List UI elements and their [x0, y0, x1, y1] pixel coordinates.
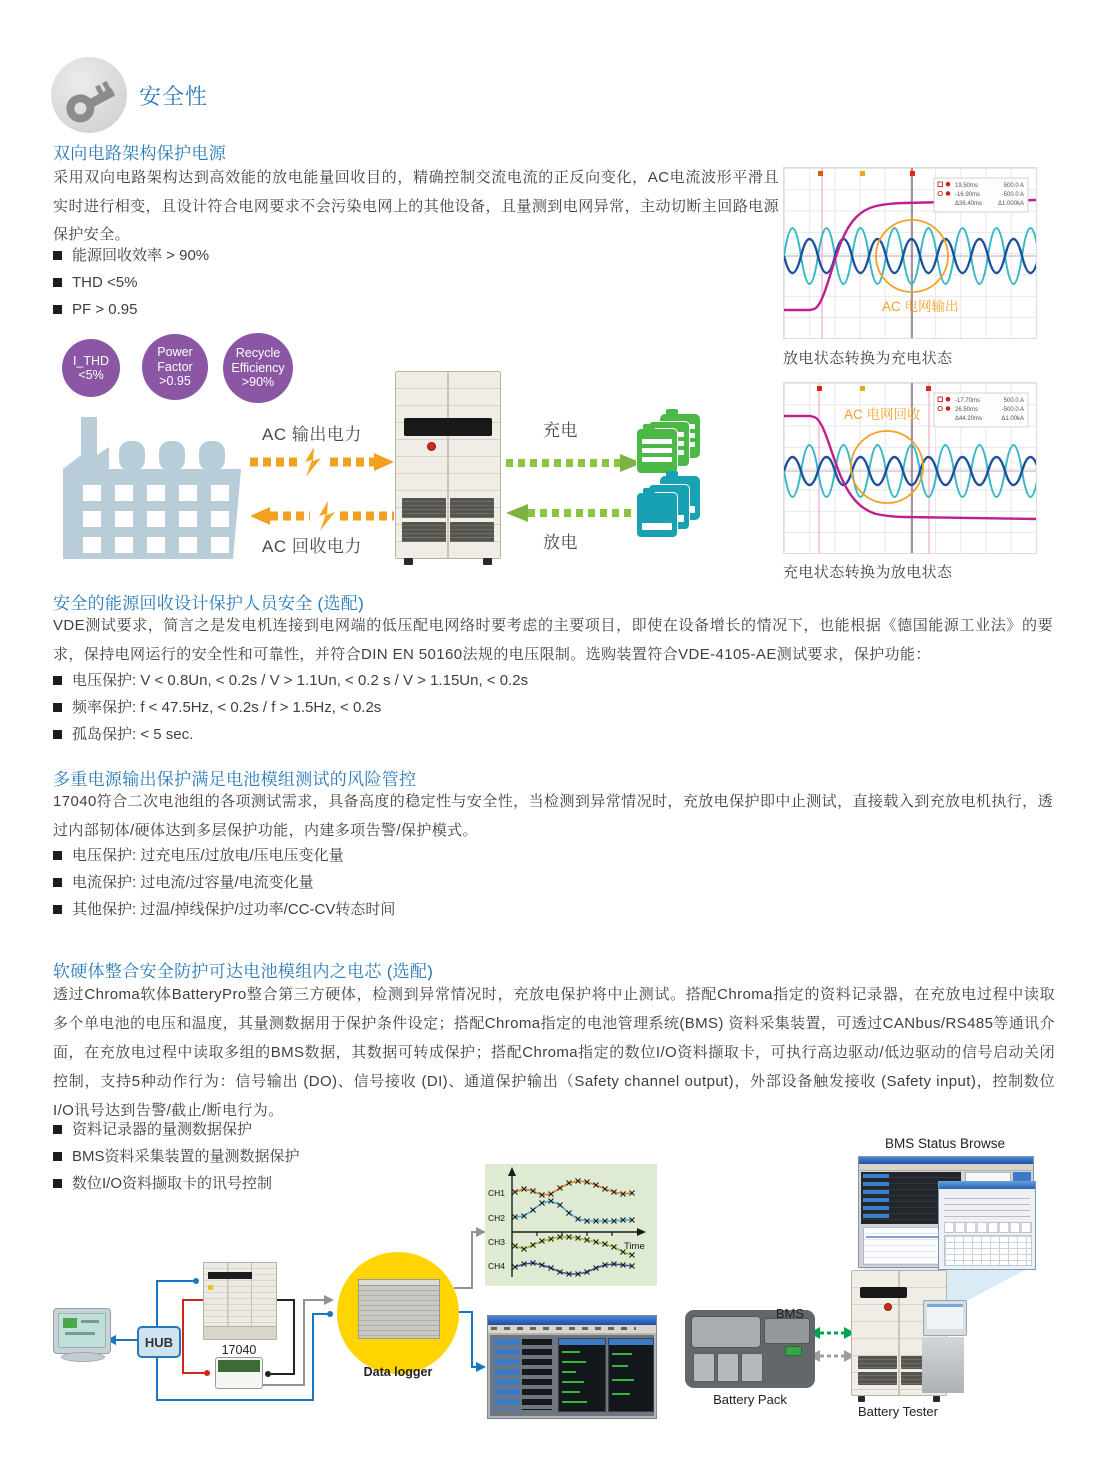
bullet-item: BMS资料采集装置的量测数据保护 — [53, 1149, 300, 1165]
svg-text:-17.70ms: -17.70ms — [955, 398, 981, 404]
bms-chip-icon — [785, 1346, 802, 1356]
channel-chart — [485, 1164, 657, 1286]
regen-battery-tester-image — [395, 371, 501, 559]
section-heading-software-hardware: 软硬体整合安全防护可达电池模组内之电芯 (选配) — [53, 962, 434, 981]
bullet-item: 频率保护: f < 47.5Hz, < 0.2s / f > 1.5Hz, < 0.2s — [53, 700, 528, 716]
bullet-item: THD <5% — [53, 275, 209, 291]
scope1-legend — [934, 178, 1028, 212]
bullet-item: 资料记录器的量测数据保护 — [53, 1122, 300, 1138]
charged-batteries-icon — [636, 414, 706, 476]
bullet-square-icon — [53, 305, 62, 314]
bullet-item: 能源回收效率 > 90% — [53, 248, 209, 264]
bullet-item: 其他保护: 过温/掉线保护/过功率/CC-CV转态时间 — [53, 902, 395, 918]
svg-text:26.50ms: 26.50ms — [955, 407, 979, 413]
section-bullets-bidirectional — [53, 248, 209, 329]
svg-text:-16.90ms: -16.90ms — [955, 192, 981, 198]
hub-box: HUB — [137, 1326, 181, 1358]
pc-base — [61, 1352, 105, 1362]
key-icon — [51, 57, 127, 133]
ac-output-label: AC 输出电力 — [262, 425, 362, 444]
svg-text:CH2: CH2 — [488, 1213, 506, 1223]
bullet-square-icon — [53, 905, 62, 914]
svg-text:-500.0 A: -500.0 A — [1001, 407, 1024, 413]
bullet-square-icon — [53, 676, 62, 685]
bullet-square-icon — [53, 1125, 62, 1134]
lightning-icon — [319, 501, 335, 531]
pc-monitor-icon — [53, 1308, 111, 1354]
scope2-caption: 充电状态转换为放电状态 — [783, 564, 953, 581]
ac-output-arrow — [248, 446, 396, 483]
scope-discharge-to-charge — [783, 167, 1037, 339]
bullet-item: PF > 0.95 — [53, 302, 209, 318]
scope1-annotation: AC 电网输出 — [882, 299, 959, 314]
charge-label: 充电 — [543, 421, 578, 440]
battery-module-image — [215, 1357, 263, 1389]
time-axis-label: Time — [624, 1241, 645, 1252]
bullet-square-icon — [53, 703, 62, 712]
section-heading-bidirectional: 双向电路架构保护电源 — [53, 144, 226, 163]
scope1-caption: 放电状态转换为充电状态 — [783, 350, 953, 367]
charge-arrow — [504, 452, 644, 479]
factory-icon — [57, 407, 247, 564]
data-logger-image — [358, 1285, 440, 1339]
bullet-item: 电流保护: 过电流/过容量/电流变化量 — [53, 875, 395, 891]
window-titlebar — [488, 1316, 656, 1325]
bullet-square-icon — [53, 278, 62, 287]
window-menubar — [488, 1325, 656, 1334]
bms-label: BMS — [775, 1306, 805, 1321]
battery-pack-label: Battery Pack — [713, 1392, 787, 1407]
svg-text:Δ1.00kA: Δ1.00kA — [1001, 416, 1024, 422]
battery-tester-label: Battery Tester — [858, 1404, 938, 1419]
section-bullets-multi-protection — [53, 848, 395, 929]
discharged-batteries-icon — [636, 476, 706, 540]
section-heading-vde: 安全的能源回收设计保护人员安全 (选配) — [53, 594, 365, 613]
badge-recycle-efficiency: Recycle Efficiency >90% — [223, 333, 293, 403]
bms-dialog-window — [938, 1181, 1036, 1270]
svg-text:19.50ms: 19.50ms — [955, 183, 979, 189]
scope2-annotation: AC 电网回收 — [844, 407, 921, 422]
svg-text:500.0 A: 500.0 A — [1003, 398, 1024, 404]
data-logger-label: Data logger — [363, 1365, 433, 1379]
svg-text:500.0 A: 500.0 A — [1003, 183, 1024, 189]
scope2-legend — [934, 393, 1028, 427]
bullet-square-icon — [53, 730, 62, 739]
batterypro-software-screenshot — [487, 1315, 657, 1419]
scope-charge-to-discharge — [783, 382, 1037, 554]
svg-text:CH1: CH1 — [488, 1188, 506, 1198]
bullet-square-icon — [53, 851, 62, 860]
section-body-vde: VDE测试要求，简言之是发电机连接到电网端的低压配电网络时要考虑的主要项目，即使在设备增长的情况下，也能根据《德国能源工业法》的要求，保持电网运行的安全性和可靠性，并符合DIN EN 50160法规的电压限制。选购装置符合VDE-4105-AE测试要求，保护功能： — [53, 617, 1053, 663]
tester-monitor-icon — [923, 1300, 967, 1336]
svg-text:Δ44.20ms: Δ44.20ms — [955, 416, 983, 422]
unit-17040-image — [203, 1262, 277, 1340]
section-heading-multi-protection: 多重电源输出保护满足电池模组测试的风险管控 — [53, 770, 417, 789]
svg-text:CH4: CH4 — [488, 1261, 506, 1271]
svg-text:Δ36.40ms: Δ36.40ms — [955, 201, 983, 207]
section-body-bidirectional: 采用双向电路架构达到高效能的放电能量回收目的，精确控制交流电流的正反向变化，AC电流波形平滑且实时进行相变，且设计符合电网要求不会污染电网上的其他设备，且量测到电网异常，主动切断主回路电源保护安全。 — [53, 169, 779, 243]
page-title: 安全性 — [139, 84, 209, 109]
bullet-item: 电压保护: V < 0.8Un, < 0.2s / V > 1.1Un, < 0.2 s / V > 1.15Un, < 0.2s — [53, 673, 528, 689]
section-body-multi-protection: 17040符合二次电池组的各项测试需求，具备高度的稳定性与安全性，当检测到异常情况时，充放电保护即中止测试，直接载入到充放电机执行，透过内部韧体/硬体达到多层保护功能，内建多项告警/保护模式。 — [53, 793, 1053, 839]
battery-pack-image — [685, 1310, 815, 1388]
discharge-label: 放电 — [543, 533, 578, 552]
ac-return-label: AC 回收电力 — [262, 537, 362, 556]
badge-power-factor: Power Factor >0.95 — [142, 334, 208, 400]
lightning-icon — [305, 447, 321, 477]
tester-tower — [922, 1337, 964, 1393]
section-bullets-vde — [53, 673, 528, 754]
unit-17040-label: 17040 — [221, 1343, 257, 1357]
badge-ithd: I_THD <5% — [62, 339, 120, 397]
bullet-square-icon — [53, 251, 62, 260]
svg-text:Δ1.000kA: Δ1.000kA — [997, 201, 1024, 207]
bullet-square-icon — [53, 878, 62, 887]
bullet-item: 孤岛保护: < 5 sec. — [53, 727, 528, 743]
section-body-software-hardware: 透过Chroma软体BatteryPro整合第三方硬体，检测到异常情况时，充放电保护将中止测试。搭配Chroma指定的资料记录器，在充放电过程中读取多个单电池的电压和温度，其量测数据用于保护条件设定；搭配Chroma指定的电池管理系统(BMS) 资料采集装置，可透过CANbus/RS485等通讯介面，在充放电过程中读取多组的BMS数据，其数据可转成保护；搭配Chroma指定的数位I/O资料撷取卡，可执行高边驱动/低边驱动的信号启动关闭控制，支持5种动作行为：信号输出 (DO)、信号接收 (DI)、通道保护输出（Safety channel output)，外部设备触发接收 (Safety input)，控制数位I/O讯号达到告警/截止/断电行为。 — [53, 986, 1056, 1119]
bullet-item: 数位I/O资料撷取卡的讯号控制 — [53, 1176, 300, 1192]
discharge-arrow — [504, 502, 644, 529]
svg-text:CH3: CH3 — [488, 1237, 506, 1247]
bullet-item: 电压保护: 过充电压/过放电/压电压变化量 — [53, 848, 395, 864]
svg-text:-500.0 A: -500.0 A — [1001, 192, 1024, 198]
bms-status-browse-label: BMS Status Browse — [884, 1136, 1006, 1151]
